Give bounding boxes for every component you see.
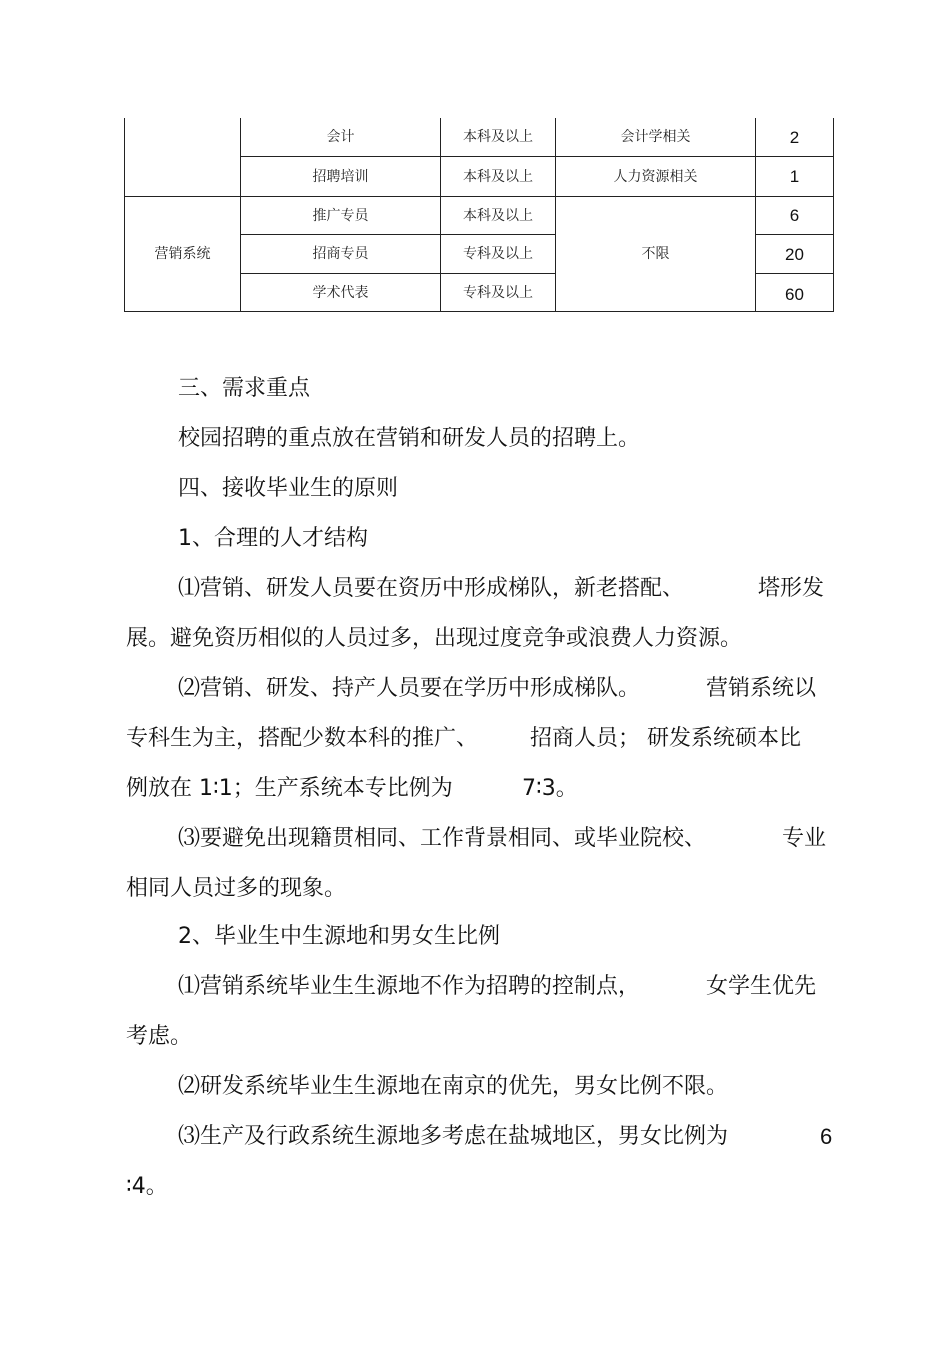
paragraph-line: ⑵研发系统毕业生生源地在南京的优先，男女比例不限。 — [178, 1074, 729, 1099]
table-cell-education: 专科及以上 — [463, 284, 533, 301]
recruitment-table — [124, 118, 834, 312]
table-cell-education: 专科及以上 — [463, 246, 533, 262]
table-cell-system: 营销系统 — [154, 246, 211, 262]
table-cell-count: 20 — [785, 244, 804, 264]
table-cell-position: 学术代表 — [312, 284, 369, 301]
subsection-heading: 2、毕业生中生源地和男女生比例 — [178, 924, 500, 949]
paragraph-line: ⑶要避免出现籍贯相同、工作背景相同、或毕业院校、 — [178, 826, 707, 851]
paragraph-line: ⑶生产及行政系统生源地多考虑在盐城地区，男女比例为 — [178, 1124, 729, 1149]
section-heading: 三、需求重点 — [178, 376, 311, 401]
paragraph-line: 考虑。 — [126, 1024, 193, 1049]
paragraph-line: 相同人员过多的现象。 — [126, 876, 347, 901]
section-heading: 四、接收毕业生的原则 — [178, 476, 399, 501]
table-cell-major: 会计学相关 — [620, 129, 691, 145]
paragraph-line: 专科生为主，搭配少数本科的推广、 — [126, 726, 479, 751]
paragraph-line: 6 — [820, 1124, 833, 1149]
table-cell-count: 1 — [789, 167, 800, 186]
table-cell-position: 招聘培训 — [312, 168, 369, 185]
table-rule — [124, 311, 834, 312]
paragraph-line: 例放在 1∶1；生产系统本专比例为 — [126, 776, 453, 801]
table-cell-education: 本科及以上 — [463, 168, 533, 185]
table-cell-education: 本科及以上 — [463, 129, 533, 145]
table-cell-count: 6 — [789, 206, 800, 225]
table-cell-position: 会计 — [326, 129, 355, 145]
paragraph-line: 展。避免资历相似的人员过多，出现过度竞争或浪费人力资源。 — [126, 626, 743, 651]
paragraph-line: 专业 — [782, 826, 827, 851]
paragraph-line: 招商人员； 研发系统硕本比 — [530, 726, 801, 751]
paragraph-line: ∶4。 — [126, 1174, 168, 1199]
table-rule — [833, 118, 834, 312]
table-cell-education: 本科及以上 — [463, 207, 533, 224]
table-cell-position: 推广专员 — [312, 207, 369, 224]
paragraph: 校园招聘的重点放在营销和研发人员的招聘上。 — [178, 426, 641, 451]
table-cell-position: 招商专员 — [312, 246, 369, 262]
paragraph-line: 塔形发 — [758, 576, 825, 601]
paragraph-line: 7∶3。 — [522, 776, 578, 801]
paragraph-line: ⑴营销系统毕业生生源地不作为招聘的控制点， — [178, 974, 641, 999]
paragraph-line: 女学生优先 — [706, 974, 817, 999]
table-cell-major: 不限 — [641, 246, 670, 262]
paragraph-line: ⑴营销、研发人员要在资历中形成梯队，新老搭配、 — [178, 576, 685, 601]
paragraph-line: 营销系统以 — [706, 676, 817, 701]
table-cell-major: 人力资源相关 — [613, 168, 698, 185]
subsection-heading: 1、合理的人才结构 — [178, 526, 368, 551]
paragraph-line: ⑵营销、研发、持产人员要在学历中形成梯队。 — [178, 676, 641, 701]
table-cell-count: 60 — [785, 284, 804, 304]
table-cell-count: 2 — [789, 127, 800, 147]
